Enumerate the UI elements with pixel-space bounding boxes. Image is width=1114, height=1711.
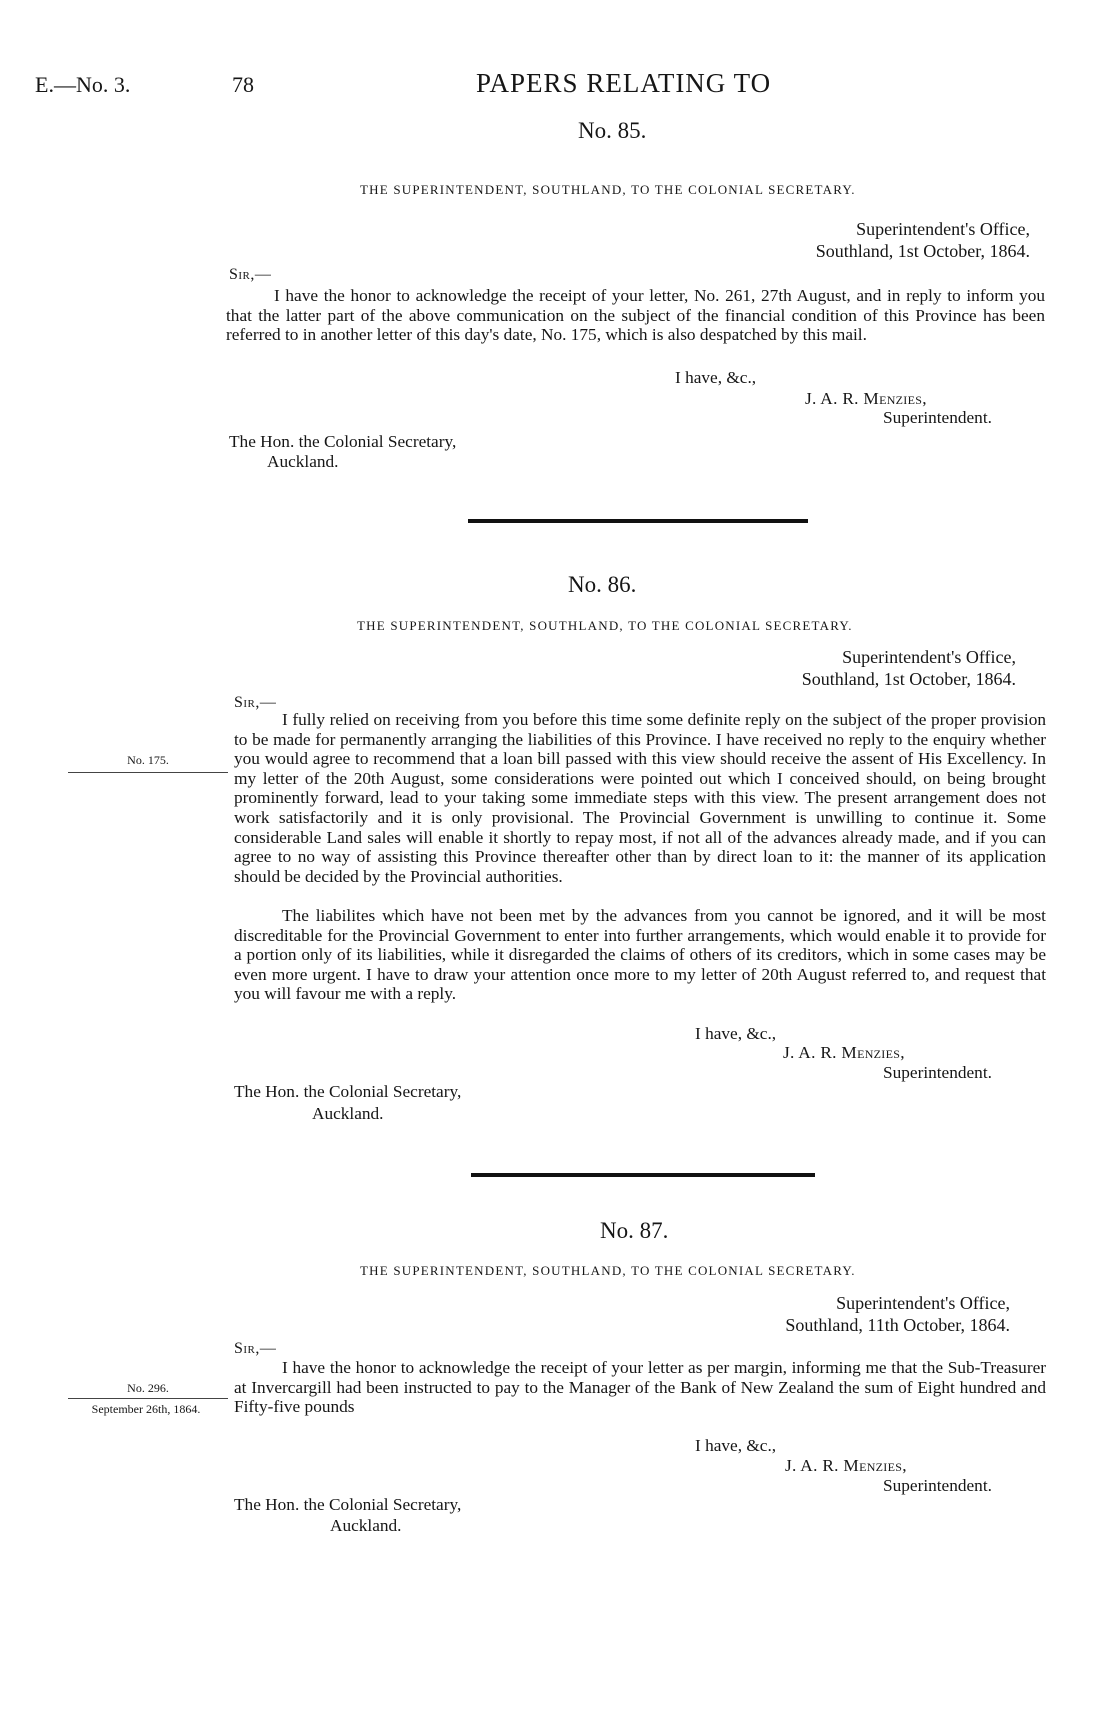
letter-paragraph: I fully relied on receiving from you before this time some definite reply on the subject of the proper provision to be made for permanently arranging the liabilities of this Province. I have received no reply to the enquiry whether you would agree to recommend that a loan bill passed with this view should receive the assent of His Excellency. In my letter of the 20th August, some considerations were pointed out which I conceived should, on being brought prominently forward, lead to your taking some immediate steps with this view. The present arrangement does not work satisfactorily and it is only provisional. The Provincial Government is unwilling to continue it. Some considerable Land sales will enable it shortly to repay most, if not all of the advances already made, and if you can agree to no way of assisting this Province thereafter other than by direct loan to it: the manner of its application should be decided by the Provincial authorities. [234,710,1046,886]
dateline [580,218,1030,262]
document-reference: E.—No. 3. [35,72,131,97]
signature-title: Superintendent. [883,1063,992,1082]
office-line: Superintendent's Office, [836,1293,1010,1313]
letter-paragraph: The liabilites which have not been met by the advances from you cannot be ignored, and it will be most discreditable for the Provincial Government to enter into further arrangements, which would enable it to provide for a portion only of its liabilities, while it disregarded the claims of others of its creditors, which in some cases may be even more urgent. I have to draw your attention once more to my letter of 20th August referred to, and request that you will favour me with a reply. [234,906,1046,1004]
salutation: Sir,— [234,694,277,711]
letter-heading: THE SUPERINTENDENT, SOUTHLAND, TO THE COLONIAL SECRETARY. [360,182,856,197]
dateline [560,1292,1010,1336]
signature-name: J. A. R. Menzies, [783,1043,905,1062]
address-line-1: The Hon. the Colonial Secretary, [229,432,457,451]
margin-reference-date: September 26th, 1864. [91,1402,201,1416]
letter-paragraph: I have the honor to acknowledge the receipt of your letter, No. 261, 27th August, and in reply to inform you that the latter part of the above communication on the subject of the financial condition of this Province has been referred to in another letter of this day's date, No. 175, which is also despatched by this mail. [226,286,1045,345]
letter-paragraph: I have the honor to acknowledge the receipt of your letter as per margin, informing me that the Sub-Treasurer at Invercargill had been instructed to pay to the Manager of the Bank of New Zealand the sum of Eight hundred and Fifty-five pounds [234,1358,1046,1417]
signature [805,389,927,409]
date-line: Southland, 1st October, 1864. [815,241,1030,261]
signature-title: Superintendent. [883,1476,992,1495]
section-divider [468,519,808,523]
office-line: Superintendent's Office, [856,219,1030,239]
closing: I have, &c., [675,368,757,387]
letter-number: No. 85. [578,118,647,143]
signature-name: J. A. R. Menzies, [805,389,927,408]
letter-number: No. 87. [600,1218,669,1243]
office-line: Superintendent's Office, [842,647,1016,667]
signature-title: Superintendent. [883,408,992,427]
date-line: Southland, 11th October, 1864. [785,1315,1010,1335]
letter-number: No. 86. [568,572,637,597]
address-line-1: The Hon. the Colonial Secretary, [234,1495,462,1514]
salutation: Sir,— [234,1340,277,1357]
margin-rule [68,772,228,773]
margin-reference: No. 175. [127,753,169,767]
closing: I have, &c., [695,1024,777,1043]
page-number: 78 [232,72,254,97]
letter-heading: THE SUPERINTENDENT, SOUTHLAND, TO THE COLONIAL SECRETARY. [357,618,853,633]
section-divider [471,1173,815,1177]
closing: I have, &c., [695,1436,777,1455]
signature-name: J. A. R. Menzies, [785,1456,907,1475]
dateline [570,646,1016,690]
margin-rule [68,1398,228,1399]
address-line-2: Auckland. [267,452,339,471]
margin-reference: No. 296. [127,1381,169,1395]
letter-heading: THE SUPERINTENDENT, SOUTHLAND, TO THE COLONIAL SECRETARY. [360,1263,856,1278]
address-line-2: Auckland. [330,1516,402,1535]
date-line: Southland, 1st October, 1864. [801,669,1016,689]
page-title: PAPERS RELATING TO [476,68,772,98]
address-line-2: Auckland. [312,1104,384,1123]
signature [785,1456,907,1476]
salutation: Sir,— [229,266,272,283]
signature [783,1043,905,1063]
address-line-1: The Hon. the Colonial Secretary, [234,1082,462,1101]
